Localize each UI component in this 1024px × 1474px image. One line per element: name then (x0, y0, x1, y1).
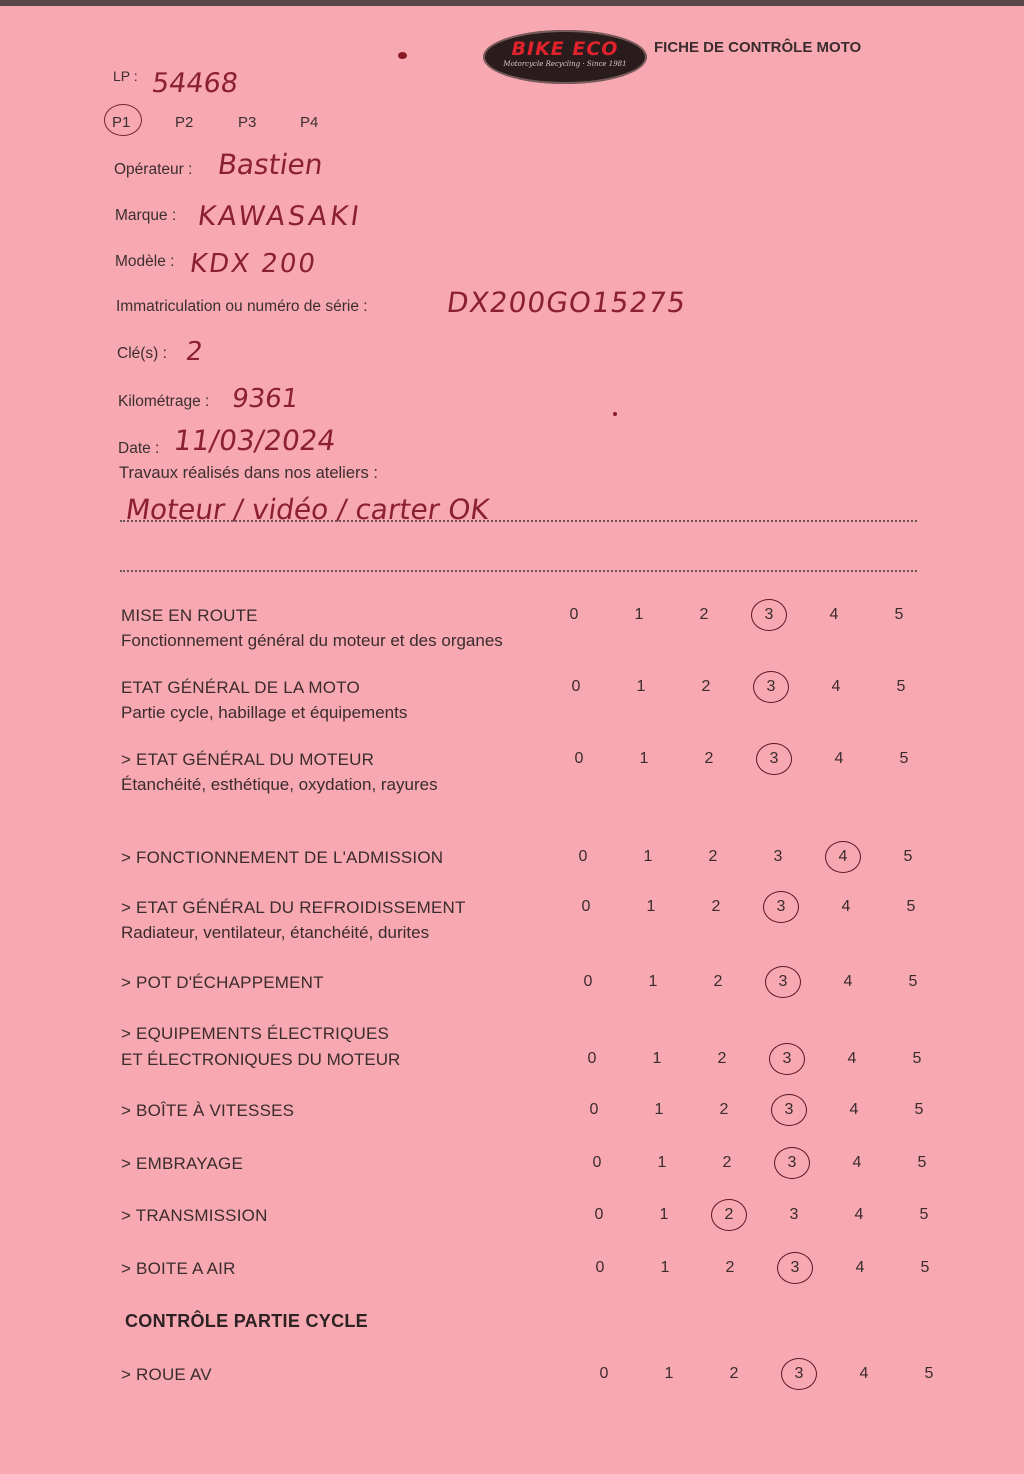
score-option-0[interactable]: 0 (595, 1259, 605, 1276)
check-title: > EQUIPEMENTS ÉLECTRIQUES (121, 1024, 390, 1043)
bike-eco-logo (483, 30, 647, 84)
score-option-1[interactable]: 1 (654, 1101, 664, 1118)
score-option-3[interactable]: 3 (784, 1101, 794, 1118)
score-option-4[interactable]: 4 (834, 750, 844, 767)
score-option-3[interactable]: 3 (766, 678, 776, 695)
check-title: > BOITE A AIR (121, 1259, 236, 1278)
km-label: Kilométrage : (118, 393, 210, 410)
travaux-label: Travaux réalisés dans nos ateliers : (119, 464, 378, 482)
score-option-4[interactable]: 4 (841, 898, 851, 915)
form-title: FICHE DE CONTRÔLE MOTO (654, 39, 862, 56)
score-option-5[interactable]: 5 (917, 1154, 927, 1171)
score-option-1[interactable]: 1 (639, 750, 649, 767)
score-option-3[interactable]: 3 (794, 1365, 804, 1382)
score-option-3[interactable]: 3 (769, 750, 779, 767)
check-title-line2: ET ÉLECTRONIQUES DU MOTEUR (121, 1050, 401, 1069)
logo-text: BIKE ECO (511, 38, 619, 60)
selected-score-circle (765, 966, 801, 998)
score-option-5[interactable]: 5 (912, 1050, 922, 1067)
cles-value[interactable]: 2 (183, 337, 205, 367)
score-option-1[interactable]: 1 (636, 678, 646, 695)
check-title: MISE EN ROUTE (121, 606, 258, 625)
selected-score-circle (769, 1043, 805, 1075)
score-option-2[interactable]: 2 (717, 1050, 727, 1067)
travaux-line-2 (120, 570, 917, 572)
score-option-1[interactable]: 1 (664, 1365, 674, 1382)
score-option-2[interactable]: 2 (719, 1101, 729, 1118)
score-option-3[interactable]: 3 (789, 1206, 799, 1223)
score-option-4[interactable]: 4 (838, 848, 848, 865)
score-option-0[interactable]: 0 (583, 973, 593, 990)
score-option-1[interactable]: 1 (634, 606, 644, 623)
marque-label: Marque : (115, 207, 177, 224)
check-title: > TRANSMISSION (121, 1206, 268, 1225)
score-option-2[interactable]: 2 (704, 750, 714, 767)
score-option-4[interactable]: 4 (843, 973, 853, 990)
modele-label: Modèle : (115, 253, 175, 270)
score-option-0[interactable]: 0 (569, 606, 579, 623)
operateur-value[interactable]: Bastien (215, 148, 326, 181)
score-option-2[interactable]: 2 (701, 678, 711, 695)
score-option-5[interactable]: 5 (894, 606, 904, 623)
score-option-3[interactable]: 3 (790, 1259, 800, 1276)
score-option-4[interactable]: 4 (829, 606, 839, 623)
score-option-0[interactable]: 0 (592, 1154, 602, 1171)
selected-score-circle (763, 891, 799, 923)
cycle-section-title: CONTRÔLE PARTIE CYCLE (125, 1311, 368, 1331)
ink-dot (613, 412, 617, 416)
selected-score-circle (756, 743, 792, 775)
score-option-2[interactable]: 2 (729, 1365, 739, 1382)
score-option-0[interactable]: 0 (581, 898, 591, 915)
score-option-0[interactable]: 0 (599, 1365, 609, 1382)
check-subtitle: Étanchéité, esthétique, oxydation, rayures (121, 775, 438, 794)
score-option-2[interactable]: 2 (724, 1206, 734, 1223)
score-option-0[interactable]: 0 (571, 678, 581, 695)
check-subtitle: Radiateur, ventilateur, étanchéité, durites (121, 923, 430, 942)
score-option-5[interactable]: 5 (924, 1365, 934, 1382)
score-option-2[interactable]: 2 (713, 973, 723, 990)
score-option-1[interactable]: 1 (646, 898, 656, 915)
score-option-5[interactable]: 5 (920, 1259, 930, 1276)
priority-p1[interactable]: P1 (112, 114, 131, 131)
logo-subtext: Motorcycle Recycling · Since 1981 (503, 60, 627, 68)
check-title: > EMBRAYAGE (121, 1154, 244, 1173)
check-title: > BOÎTE À VITESSES (121, 1101, 295, 1120)
score-option-4[interactable]: 4 (849, 1101, 859, 1118)
selected-score-circle (771, 1094, 807, 1126)
operateur-label: Opérateur : (114, 161, 193, 178)
score-option-2[interactable]: 2 (699, 606, 709, 623)
selected-score-circle (825, 841, 861, 873)
check-title: > ETAT GÉNÉRAL DU REFROIDISSEMENT (121, 898, 466, 917)
immat-value[interactable]: DX200GO15275 (444, 286, 689, 319)
lp-label: LP : (113, 68, 138, 84)
score-option-1[interactable]: 1 (652, 1050, 662, 1067)
travaux-line-1 (120, 520, 917, 522)
marque-value[interactable]: KAWASAKI (195, 201, 364, 232)
modele-value[interactable]: KDX 200 (187, 249, 319, 279)
score-option-0[interactable]: 0 (594, 1206, 604, 1223)
check-title: ETAT GÉNÉRAL DE LA MOTO (121, 678, 360, 697)
check-subtitle: Partie cycle, habillage et équipements (121, 703, 408, 722)
score-option-0[interactable]: 0 (587, 1050, 597, 1067)
check-title: > ETAT GÉNÉRAL DU MOTEUR (121, 750, 375, 769)
score-option-0[interactable]: 0 (574, 750, 584, 767)
check-title: > POT D'ÉCHAPPEMENT (121, 973, 324, 992)
score-option-4[interactable]: 4 (847, 1050, 857, 1067)
km-value[interactable]: 9361 (229, 384, 301, 414)
score-option-1[interactable]: 1 (660, 1259, 670, 1276)
score-option-1[interactable]: 1 (659, 1206, 669, 1223)
score-option-5[interactable]: 5 (896, 678, 906, 695)
score-option-5[interactable]: 5 (906, 898, 916, 915)
selected-score-circle (711, 1199, 747, 1231)
score-option-5[interactable]: 5 (908, 973, 918, 990)
lp-value: 54468 (149, 68, 241, 99)
score-option-1[interactable]: 1 (643, 848, 653, 865)
score-option-4[interactable]: 4 (852, 1154, 862, 1171)
score-option-4[interactable]: 4 (859, 1365, 869, 1382)
selected-score-circle (781, 1358, 817, 1390)
priority-p3[interactable]: P3 (238, 114, 257, 131)
score-option-4[interactable]: 4 (855, 1259, 865, 1276)
immat-label: Immatriculation ou numéro de série : (116, 298, 368, 315)
ink-stain (398, 52, 407, 59)
score-option-3[interactable]: 3 (776, 898, 786, 915)
selected-score-circle (753, 671, 789, 703)
priority-p2[interactable]: P2 (175, 114, 194, 131)
selected-score-circle (751, 599, 787, 631)
date-label: Date : (118, 440, 160, 457)
score-option-2[interactable]: 2 (708, 848, 718, 865)
score-option-3[interactable]: 3 (782, 1050, 792, 1067)
selected-score-circle (777, 1252, 813, 1284)
check-title: > FONCTIONNEMENT DE L'ADMISSION (121, 848, 444, 867)
selected-score-circle (774, 1147, 810, 1179)
cles-label: Clé(s) : (117, 345, 167, 362)
score-option-3[interactable]: 3 (773, 848, 783, 865)
score-option-4[interactable]: 4 (831, 678, 841, 695)
score-option-0[interactable]: 0 (578, 848, 588, 865)
priority-p4[interactable]: P4 (300, 114, 319, 131)
score-option-3[interactable]: 3 (778, 973, 788, 990)
score-option-3[interactable]: 3 (787, 1154, 797, 1171)
score-option-2[interactable]: 2 (711, 898, 721, 915)
score-option-2[interactable]: 2 (725, 1259, 735, 1276)
score-option-1[interactable]: 1 (648, 973, 658, 990)
date-value[interactable]: 11/03/2024 (171, 424, 338, 457)
score-option-4[interactable]: 4 (854, 1206, 864, 1223)
check-title: > ROUE AV (121, 1365, 212, 1384)
score-option-2[interactable]: 2 (722, 1154, 732, 1171)
score-option-3[interactable]: 3 (764, 606, 774, 623)
score-option-0[interactable]: 0 (589, 1101, 599, 1118)
score-option-1[interactable]: 1 (657, 1154, 667, 1171)
score-option-5[interactable]: 5 (899, 750, 909, 767)
travaux-value[interactable]: Moteur / vidéo / carter OK (123, 493, 492, 526)
score-option-5[interactable]: 5 (914, 1101, 924, 1118)
score-option-5[interactable]: 5 (919, 1206, 929, 1223)
check-subtitle: Fonctionnement général du moteur et des organes (121, 631, 503, 650)
score-option-5[interactable]: 5 (903, 848, 913, 865)
